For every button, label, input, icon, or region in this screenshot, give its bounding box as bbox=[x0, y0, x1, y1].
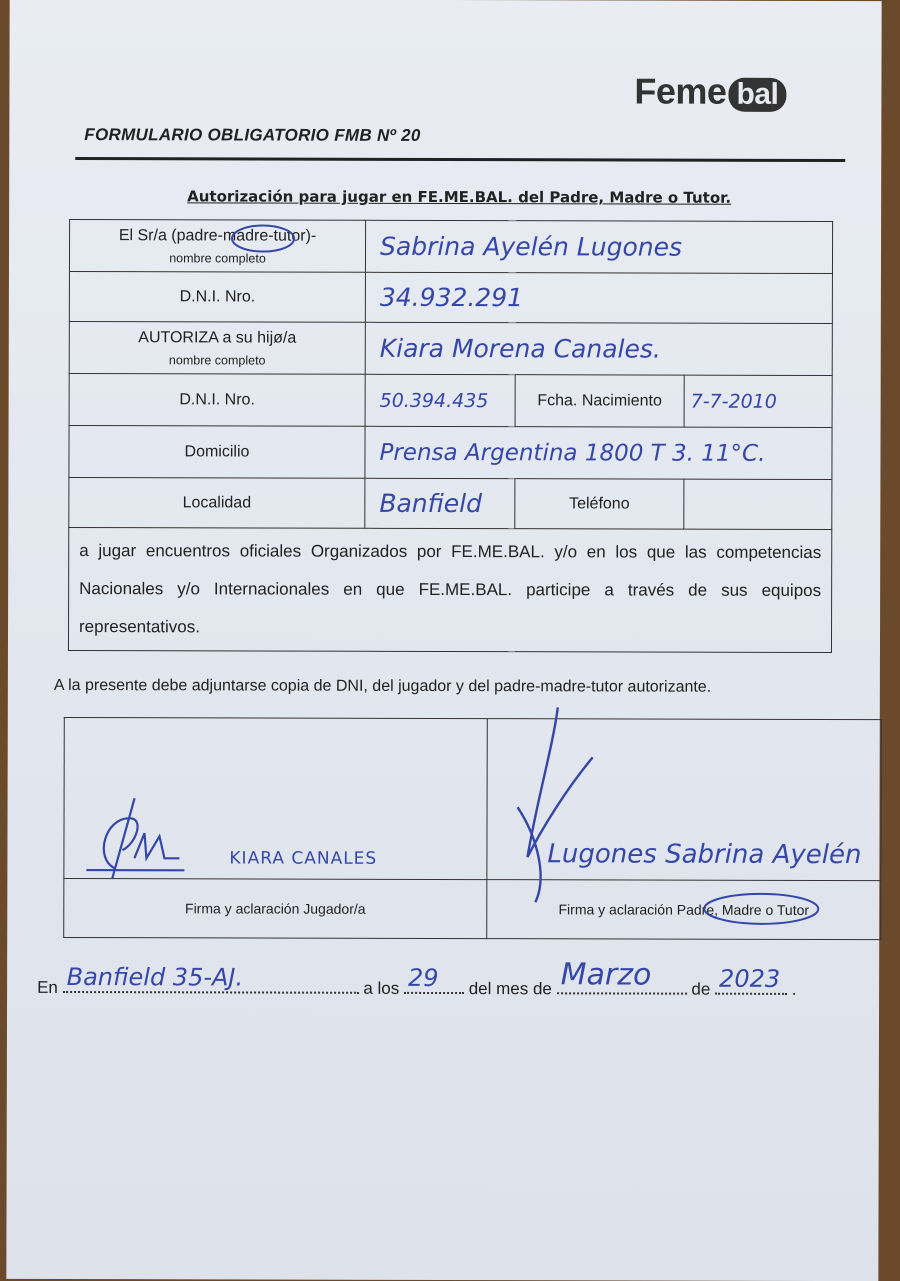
month-field[interactable] bbox=[557, 957, 687, 994]
guardian-sublabel: nombre completo bbox=[169, 250, 266, 266]
place-date-line bbox=[37, 957, 797, 1000]
authorization-text: a jugar encuentros oficiales Organizados por FE.ME.BAL. y/o en los que las competencias Nacionales y/o Internacionales en que FE.ME.BAL. participe a través de sus equipos representativos. bbox=[68, 528, 831, 653]
birth-date-label: Fcha. Nacimiento bbox=[515, 375, 684, 427]
player-clarification: KIARA CANALES bbox=[229, 848, 378, 869]
signature-table bbox=[63, 717, 882, 940]
year-field[interactable] bbox=[715, 964, 787, 995]
phone-label: Teléfono bbox=[515, 479, 684, 529]
guardian-label: El Sr/a (padre-madre-tutor)- bbox=[118, 226, 317, 245]
guardian-name-field[interactable]: Sabrina Ayelén Lugones bbox=[365, 220, 832, 273]
phone-field[interactable] bbox=[684, 479, 832, 529]
child-label-cell bbox=[69, 322, 365, 375]
player-signature-area[interactable] bbox=[64, 718, 487, 880]
authorization-table bbox=[68, 219, 833, 653]
guardian-signature-caption: Firma y aclaración Padre, Madre o Tutor bbox=[558, 901, 810, 918]
child-dni-label: D.N.I. Nro. bbox=[69, 374, 365, 427]
logo-text-bal: bal bbox=[728, 78, 786, 112]
player-signature-caption: Firma y aclaración Jugador/a bbox=[64, 879, 487, 939]
locality-field[interactable]: Banfield bbox=[365, 478, 515, 528]
locality-label: Localidad bbox=[69, 478, 365, 529]
attachment-note: A la presente debe adjuntarse copia de DNI, del jugador y del padre-madre-tutor autorizante. bbox=[53, 676, 712, 696]
femebal-logo bbox=[634, 70, 786, 112]
address-label: Domicilio bbox=[69, 426, 365, 479]
madre-circle-mark bbox=[230, 223, 296, 253]
form-number-title: FORMULARIO OBLIGATORIO FMB Nº 20 bbox=[84, 125, 421, 145]
en-label: En bbox=[37, 977, 58, 997]
month-value: Marzo bbox=[560, 957, 652, 993]
child-sublabel: nombre completo bbox=[168, 352, 266, 368]
guardian-signature-caption-cell bbox=[487, 880, 881, 940]
day-field[interactable] bbox=[404, 963, 464, 994]
guardian-label-cell bbox=[69, 220, 365, 273]
player-signature-mark bbox=[74, 758, 214, 908]
guardian-clarification: Lugones Sabrina Ayelén bbox=[547, 839, 862, 871]
guardian-signature-mark bbox=[497, 707, 618, 907]
guardian-signature-area[interactable] bbox=[487, 719, 881, 881]
child-label: AUTORIZA a su hijø/a bbox=[138, 328, 297, 347]
logo-text-main: Feme bbox=[634, 70, 727, 112]
year-value: 2023 bbox=[719, 964, 781, 993]
form-subtitle: Autorización para jugar en FE.ME.BAL. del Padre, Madre o Tutor. bbox=[187, 187, 732, 207]
place-value: Banfield 35-AJ. bbox=[66, 963, 244, 992]
form-sheet bbox=[6, 0, 881, 1281]
place-field[interactable] bbox=[63, 963, 359, 994]
guardian-dni-field[interactable]: 34.932.291 bbox=[365, 272, 832, 323]
de-label: de bbox=[691, 979, 711, 999]
a-los-label: a los bbox=[363, 978, 400, 998]
day-value: 29 bbox=[408, 963, 439, 992]
address-field[interactable]: Prensa Argentina 1800 T 3. 11°C. bbox=[365, 426, 832, 479]
child-dni-field[interactable]: 50.394.435 bbox=[365, 374, 515, 426]
closing-period: . bbox=[791, 979, 797, 999]
child-name-field[interactable]: Kiara Morena Canales. bbox=[365, 322, 832, 375]
madre-caption-circle-mark bbox=[701, 891, 821, 927]
birth-date-field[interactable]: 7-7-2010 bbox=[684, 375, 832, 427]
guardian-dni-label: D.N.I. Nro. bbox=[69, 272, 365, 323]
mes-label: del mes de bbox=[468, 979, 552, 999]
header-divider bbox=[75, 157, 845, 162]
